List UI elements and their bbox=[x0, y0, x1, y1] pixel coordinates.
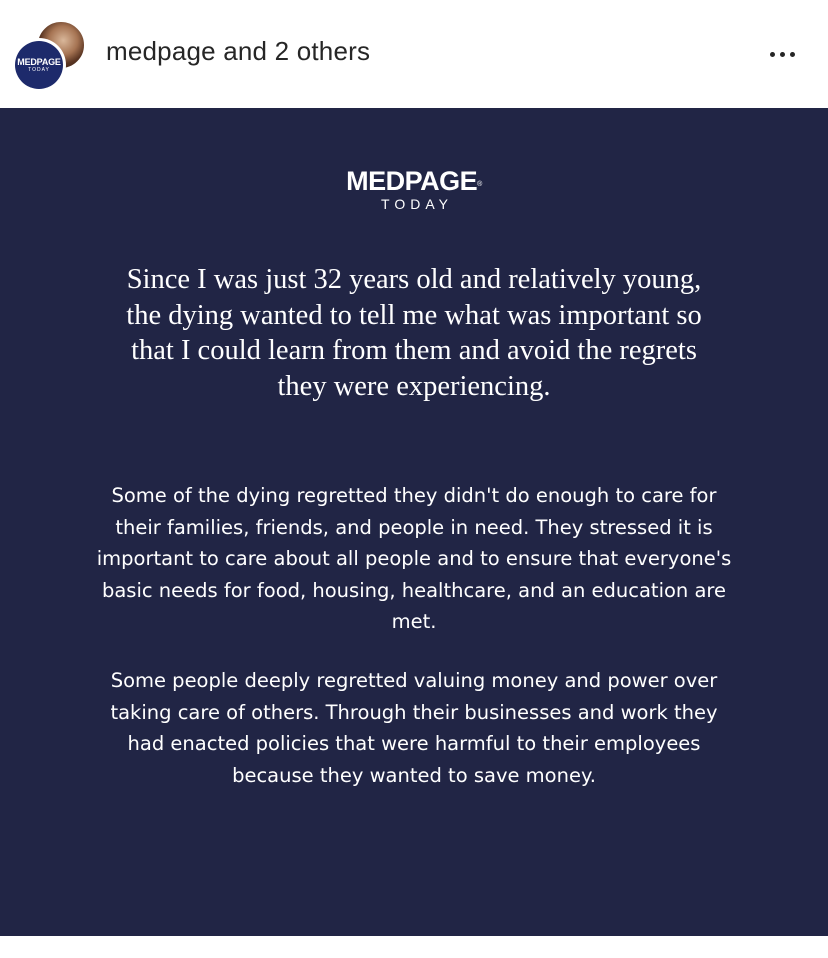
post-header bbox=[0, 0, 828, 108]
medpage-avatar-logo bbox=[15, 41, 63, 89]
more-options-button[interactable] bbox=[760, 36, 804, 72]
medpage-avatar[interactable] bbox=[12, 38, 66, 92]
avatar-logo-main: MEDPAGE bbox=[17, 57, 61, 67]
registered-mark: ® bbox=[477, 181, 482, 188]
brand-logo-main bbox=[0, 166, 828, 196]
avatar-logo-sub: TODAY bbox=[28, 67, 50, 73]
brand-logo-sub: TODAY bbox=[381, 196, 453, 212]
quote-text: Since I was just 32 years old and relatively young, the dying wanted to tell me what was important so that I could learn from them and avoid the regrets they were experiencing. bbox=[126, 264, 702, 402]
body-paragraph-1: Some of the dying regretted they didn't do enough to care for their families, friends, and people in need. They stressed it is important to care about all people and to ensure that everyone's basic needs for food, housing, healthcare, and an education are met. bbox=[96, 484, 732, 633]
account-name[interactable]: medpage and 2 others bbox=[106, 36, 371, 66]
brand-logo bbox=[0, 166, 828, 212]
more-horizontal-icon bbox=[780, 52, 785, 57]
body-paragraph-2: Some people deeply regretted valuing money and power over taking care of others. Through their businesses and work they had enacted policies that were harmful to their employees because they wanted to save money. bbox=[110, 669, 718, 787]
brand-logo-text: MEDPAGE bbox=[346, 166, 478, 196]
avatar-group[interactable] bbox=[12, 18, 82, 90]
more-horizontal-icon bbox=[770, 52, 775, 57]
post-image[interactable] bbox=[0, 108, 828, 936]
more-horizontal-icon bbox=[790, 52, 795, 57]
post-footer-edge bbox=[0, 936, 828, 958]
